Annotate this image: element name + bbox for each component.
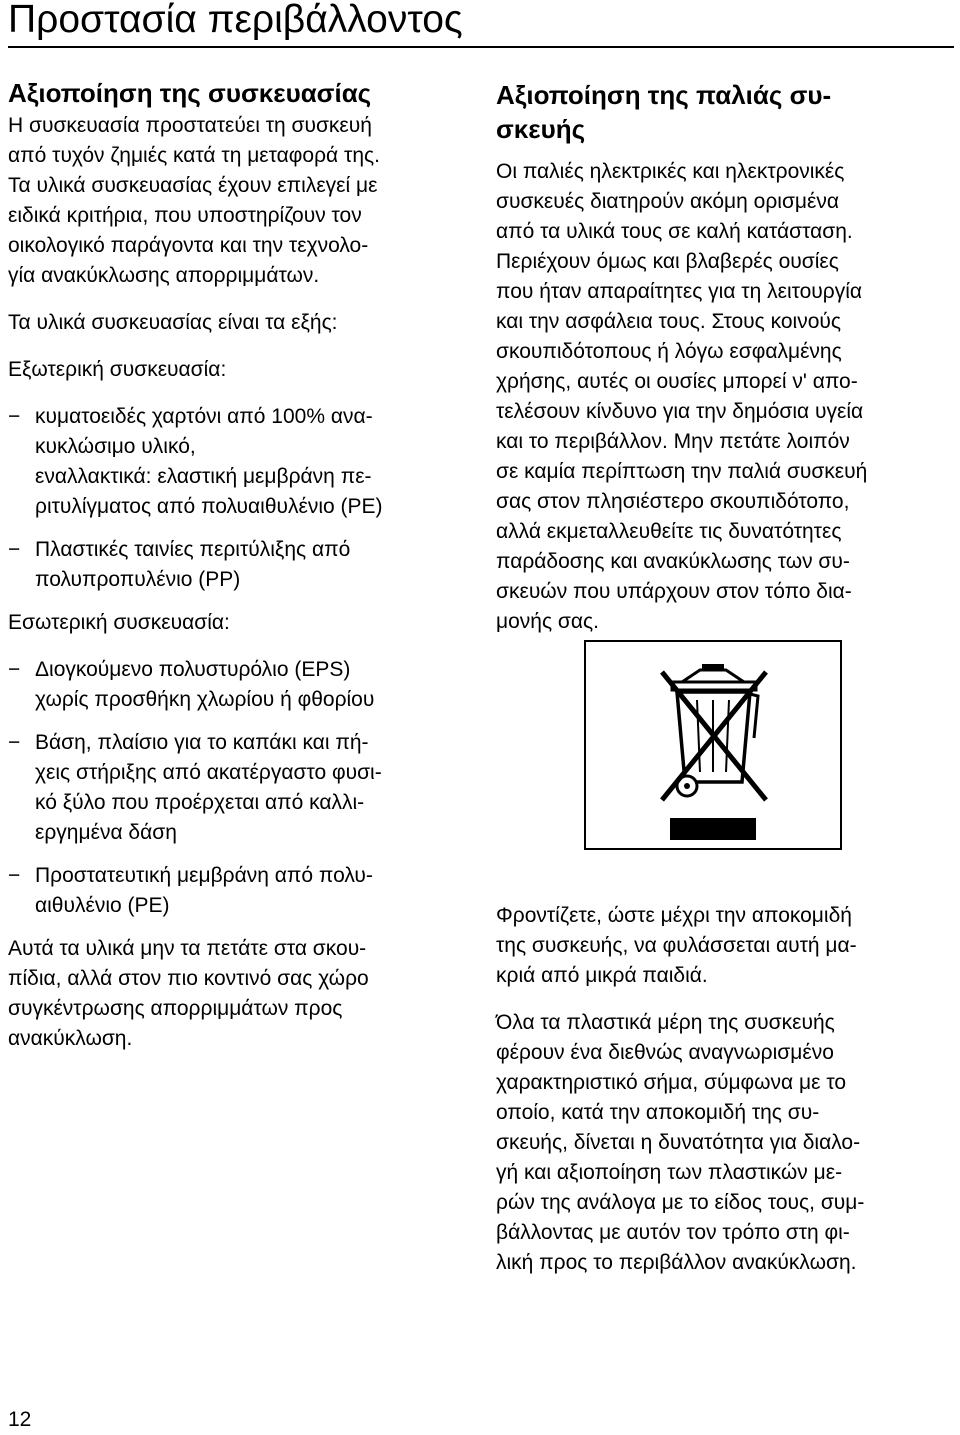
text-line: ριτυλίγματος από πολυαιθυλένιο (PE) [35,495,383,518]
text-line: που ήταν απαραίτητες για τη λειτουργία [496,280,863,303]
text-line: σκευών που υπάρχουν στον τόπο δια- [496,580,852,603]
left-column [8,72,466,1054]
crossed-out-wheelie-bin-icon [584,640,842,850]
dash-bullet: − [8,405,21,428]
text-line: κριά από μικρά παιδιά. [496,964,708,987]
text-line: και το περιβάλλον. Μην πετάτε λοιπόν [496,430,850,453]
text-line: αλλά εκμεταλλευθείτε τις δυνατότητες [496,520,842,543]
text-line: Διογκούμενο πολυστυρόλιο (EPS) [35,658,351,681]
heading-line: Αξιοποίηση της παλιάς συ- [496,80,832,110]
text-line: φέρουν ένα διεθνώς αναγνωρισμένο [496,1041,834,1064]
text-line: Βάση, πλαίσιο για το καπάκι και πή- [35,731,369,754]
list-item [8,402,466,522]
text-line: σκουπιδότοπους ή λόγω εσφαλμένης [496,340,842,363]
text-line: γία ανακύκλωσης απορριμμάτων. [8,264,320,287]
text-line: της συσκευής, να φυλάσσεται αυτή μα- [496,934,857,957]
text-line: συγκέντρωσης απορριμμάτων προς [8,997,343,1020]
text-line: γή και αξιοποίηση των πλαστικών με- [496,1161,843,1184]
materials-intro: Τα υλικά συσκευασίας είναι τα εξής: [8,311,338,334]
plastics-marking-note [496,1008,950,1278]
text-line: και την ασφάλεια τους. Στους κοινούς [496,310,841,333]
text-line: χεις στήριξης από ακατέργαστο φυσι- [35,761,382,784]
text-line: αιθυλένιο (PE) [35,894,170,917]
text-line: Όλα τα πλαστικά μέρη της συσκευής [496,1011,835,1034]
text-line: Αυτά τα υλικά μην τα πετάτε στα σκου- [8,937,367,960]
text-line: Προστατευτική μεμβράνη από πολυ- [35,864,373,887]
text-line: κυκλώσιμο υλικό, [35,435,196,458]
text-line: οικολογικό παράγοντα και την τεχνολο- [8,234,369,257]
outer-packaging-label: Εξωτερική συσκευασία: [8,358,227,381]
text-line: σε καμία περίπτωση την παλιά συσκευή [496,460,868,483]
page-number: 12 [8,1408,32,1431]
title-rule [8,46,954,48]
text-line: χωρίς προσθήκη χλωρίου ή φθορίου [35,688,375,711]
text-line: πολυπροπυλένιο (PP) [35,568,241,591]
recycling-note [8,934,466,1054]
text-line: συσκευές διατηρούν ακόμη ορισμένα [496,190,840,213]
heading-line: σκευής [496,114,586,144]
dash-bullet: − [8,731,21,754]
text-line: από τυχόν ζημιές κατά τη μεταφορά της. [8,144,380,167]
text-line: μονής σας. [496,610,599,633]
text-line: Πλαστικές ταινίες περιτύλιξης από [35,538,351,561]
text-line: οποίο, κατά την αποκομιδή της συ- [496,1101,820,1124]
text-line: παράδοσης και ανακύκλωσης των συ- [496,550,850,573]
text-line: σας στον πλησιέστερο σκουπιδότοπο, [496,490,850,513]
text-line: ανακύκλωση. [8,1027,133,1050]
list-item [8,655,466,715]
text-line: χρήσης, αυτές οι ουσίες μπορεί ν' απο- [496,370,858,393]
text-line: εναλλακτικά: ελαστική μεμβράνη πε- [35,465,372,488]
text-line: Τα υλικά συσκευασίας έχουν επιλεγεί με [8,174,378,197]
text-line: ειδικά κριτήρια, που υποστηρίζουν τον [8,204,362,227]
packaging-heading: Αξιοποίηση της συσκευασίας [8,78,372,108]
text-line: Φροντίζετε, ώστε μέχρι την αποκομιδή [496,904,852,927]
text-line: εργημένα δάση [35,821,177,844]
old-appliance-heading [496,78,950,146]
children-warning [496,901,950,991]
text-line: από τα υλικά τους σε καλή κατάσταση. [496,220,853,243]
text-line: τελέσουν κίνδυνο για την δημόσια υγεία [496,400,864,423]
text-line: σκευής, δίνεται η δυνατότητα για διαλο- [496,1131,861,1154]
text-line: λική προς το περιβάλλον ανακύκλωση. [496,1251,857,1274]
text-line: Περιέχουν όμως και βλαβερές ουσίες [496,250,839,273]
dash-bullet: − [8,538,21,561]
dash-bullet: − [8,864,21,887]
list-item [8,728,466,848]
text-line: κό ξύλο που προέρχεται από καλλι- [35,791,365,814]
list-item [8,861,466,921]
text-line: ρών της ανάλογα με το είδος τους, συμ- [496,1191,865,1214]
list-item [8,535,466,595]
text-line: Η συσκευασία προστατεύει τη συσκευή [8,114,372,137]
text-line: χαρακτηριστικό σήμα, σύμφωνα με το [496,1071,847,1094]
old-appliance-body [496,157,950,637]
text-line: πίδια, αλλά στον πιο κοντινό σας χώρο [8,967,369,990]
text-line: Οι παλιές ηλεκτρικές και ηλεκτρονικές [496,160,845,183]
packaging-intro [8,111,466,291]
page-title: Προστασία περιβάλλοντος [8,0,463,41]
inner-packaging-label: Εσωτερική συσκευασία: [8,611,230,634]
text-line: βάλλοντας με αυτόν τον τρόπο στη φι- [496,1221,850,1244]
text-line: κυματοειδές χαρτόνι από 100% ανα- [35,405,373,428]
dash-bullet: − [8,658,21,681]
